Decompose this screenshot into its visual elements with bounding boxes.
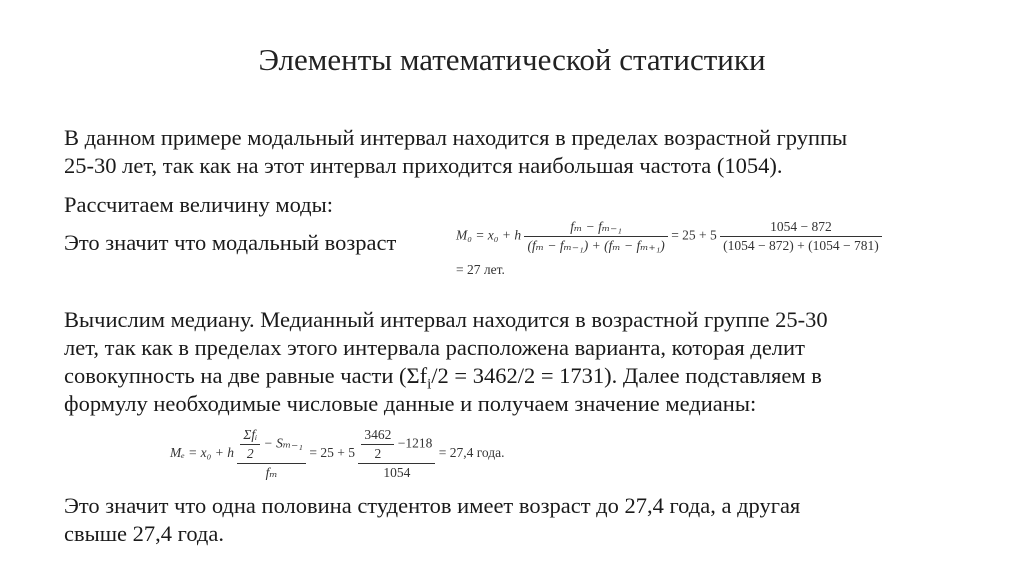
mode-formula <box>456 212 896 284</box>
text-line <box>64 362 828 393</box>
mode-formula-result: = 27 лет. <box>456 262 505 277</box>
text-fragment: /2 = 3462/2 = 1731). Далее подставляем в <box>431 363 822 388</box>
text-line: Вычислим медиану. Медианный интервал находится в возрастной группе 25-30 <box>64 307 828 332</box>
median-minus-s: − Sₘ₋₁ <box>263 435 303 451</box>
paragraph-modal-interval <box>64 124 847 180</box>
median-numeric-inner-denominator: 2 <box>374 446 382 461</box>
text-line: свыше 27,4 года. <box>64 521 224 546</box>
paragraph-median <box>64 306 828 418</box>
median-formula-result: = 27,4 года. <box>438 445 505 461</box>
text-line: 25-30 лет, так как на этот интервал приходится наибольшая частота (1054). <box>64 153 783 178</box>
median-formula-lhs: Mₑ = x₀ + h <box>170 445 234 461</box>
paragraph-conclusion <box>64 492 800 548</box>
mode-fraction-denominator: (fₘ − fₘ₋₁) + (fₘ − fₘ₊₁) <box>527 238 665 253</box>
subscript-i: i <box>427 376 432 393</box>
mode-fraction-numerator: fₘ − fₘ₋₁ <box>524 218 667 237</box>
median-inner-fraction <box>240 426 260 463</box>
median-formula <box>170 422 550 484</box>
paragraph-calc-mode: Рассчитаем величину моды: <box>64 192 334 217</box>
median-numeric-fraction <box>358 426 435 482</box>
mode-numeric-numerator: 1054 − 872 <box>720 218 882 237</box>
median-fraction-denominator: fₘ <box>265 465 278 480</box>
paragraph-modal-age: Это значит что модальный возраст <box>64 230 397 255</box>
text-line: Это значит что одна половина студентов имеет возраст до 27,4 года, а другая <box>64 493 801 518</box>
median-formula-eq: = 25 + 5 <box>309 445 355 461</box>
text-line: лет, так как в пределах этого интервала расположена варианта, которая делит <box>64 335 805 360</box>
mode-formula-lhs: M₀ = x₀ + h <box>456 227 522 243</box>
mode-formula-eq: = 25 + 5 <box>671 227 717 243</box>
text-fragment: совокупность на две равные части (Σf <box>64 363 428 388</box>
slide-title: Элементы математической статистики <box>258 42 766 77</box>
median-numeric-minus: −1218 <box>397 435 433 451</box>
median-numeric-inner-numerator: 3462 <box>361 426 394 445</box>
median-formula-fraction <box>237 426 306 482</box>
median-inner-denominator: 2 <box>246 446 254 461</box>
mode-numeric-denominator: (1054 − 872) + (1054 − 781) <box>723 238 879 253</box>
mode-numeric-fraction <box>720 218 882 255</box>
median-numeric-numerator <box>358 426 435 464</box>
text-line: формулу необходимые числовые данные и получаем значение медианы: <box>64 391 757 416</box>
text-line: В данном примере модальный интервал находится в пределах возрастной группы <box>64 125 848 150</box>
median-inner-numerator: Σfᵢ <box>240 426 260 445</box>
median-numeric-inner-fraction <box>361 426 394 463</box>
median-numeric-denominator: 1054 <box>383 465 411 480</box>
median-fraction-numerator <box>237 426 306 464</box>
mode-formula-fraction <box>524 218 667 255</box>
